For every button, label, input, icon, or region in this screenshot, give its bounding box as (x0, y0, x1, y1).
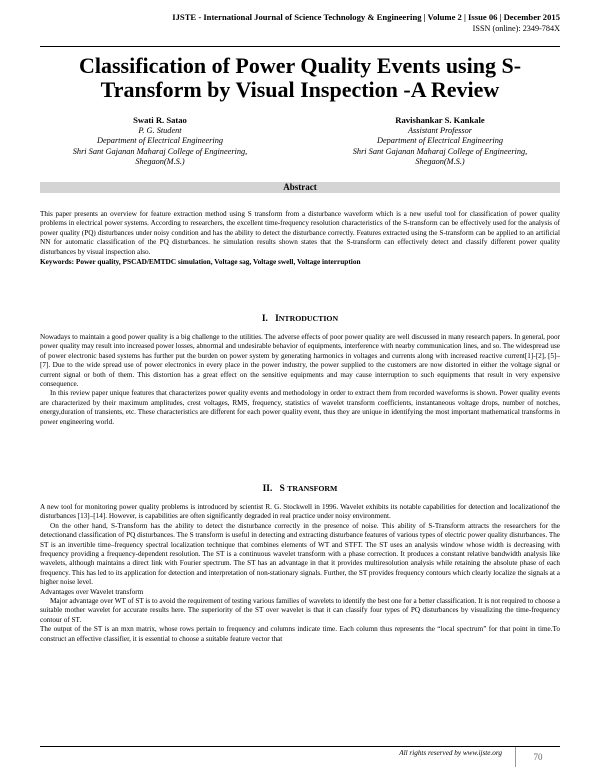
author-city: Shegaon(M.S.) (135, 157, 185, 166)
author-dept: Department of Electrical Engineering (376, 136, 504, 145)
paragraph: A new tool for monitoring power quality problems is introduced by scientist R. G. Stockwell in 1996. Wavelet exhibits its notable capabilities for detection and localizationof the disturbances [13]–[14]. However, is capabilities are often significantly degraded in real practice under noisy environment. (40, 503, 560, 521)
section-heading-introduction (40, 314, 560, 324)
author-college: Shri Sant Gajanan Maharaj College of Engineering, (352, 146, 528, 156)
s-transform-body (40, 503, 560, 644)
paragraph: The output of the ST is an mxn matrix, whose rows pertain to frequency and columns indicate time. Each column thus represents the “local spectrum” for that point in time.To construct an effective classifier, it is essential to choose a suitable feature vector that (40, 625, 560, 643)
section-heading-s-transform (40, 484, 560, 494)
section-title-rest: TRANSFORM (287, 484, 338, 493)
abstract-heading: Abstract (40, 182, 560, 193)
author-name: Ravishankar S. Kankale (395, 115, 485, 125)
paragraph: Major advantage over WT of ST is to avoid the requirement of testing various families of wavelets to identify the best one for a better classification. It is not required to choose a suitable mother wavelet for accurate results here. The superiority of the ST over wavelet is that it can classify four types of PQ disturbances by visualizing the time-frequency contour of ST. (40, 597, 560, 624)
paragraph: On the other hand, S-Transform has the ability to detect the disturbance correctly in the presence of noise. This ability of S-Transform attracts the researchers for the detectionand classification of PQ disturbances. The S transform is useful in detecting and extracting disturbance features of various types of electric power quality disturbances. The ST is an invertible time–frequency spectral localization technique that combines elements of WT and STFT. The ST uses an analysis window whose width is decreasing with frequency providing a frequency-dependent resolution. The ST is a continuous wavelet transform with a phase correction. It produces a constant relative bandwidth analysis like wavelets, although maintains a direct link with Fourier spectrum. The ST has an advantage in that it provides multiresolution analysis while retaining the absolute phase of each frequency. This has led to its application for detection and interpretation of non-stationary signals. Further, the ST provides frequency contours which clearly localize the signals at a higher noise level. (40, 521, 560, 587)
authors-block (40, 115, 560, 175)
author-dept: Department of Electrical Engineering (96, 136, 224, 145)
journal-line: IJSTE - International Journal of Science Technology & Engineering | Volume 2 | Issue 06 | December 2015 (172, 12, 560, 22)
paragraph: Nowadays to maintain a good power quality is a big challenge to the utilities. The adverse effects of poor power quality are well discussed in many research papers. In general, poor power quality may result into increased power losses, abnormal and undesirable behavior of equipments, interference with nearby communication lines, and so. The widespread use of power electronic based systems has further put the burden on power system by generating harmonics in voltages and currents along with increased reactive current[1]-[2], [5]–[7]. Due to the wide spread use of power electronics in every place in the power industry, the power supplied to the customers are now distorted in either the voltage signal or current signal or both of them. This distortion has a great effect on the sensitive equipments and may cause interruption to such equipments that result in very expensive consequence. (40, 333, 560, 389)
introduction-body (40, 333, 560, 427)
author-role: P. G. Student (138, 125, 182, 135)
running-header (40, 10, 560, 47)
page-number: 70 (515, 747, 560, 767)
section-title-initial: I (275, 314, 279, 324)
author-role: Assistant Professor (407, 125, 472, 135)
issn: ISSN (online): 2349-784X (472, 24, 560, 33)
subheading: Advantages over Wavelet transform (40, 587, 144, 596)
author-1 (40, 115, 280, 168)
author-city: Shegaon(M.S.) (415, 157, 465, 166)
author-2 (320, 115, 560, 168)
abstract-text: This paper presents an overview for feature extraction method using S transform from a disturbance waveform which is a new useful tool for classification of power quality problems in electrical power systems. According to researchers, the excellent time-frequency resolution characteristics of the S-transform can be effectively used for the analysis of power quality (PQ) disturbances under noisy condition and has the ability to detect the disturbance correctly. Features extracted using the S-transform can be applied to an artificial NN for automatic classification of the PQ disturbances. he simulation results shown states that the S-transform can effectively detect and classify different power quality disturbances by visual inspection also. (40, 210, 560, 256)
abstract-body (40, 210, 560, 266)
section-title-initial: S (279, 484, 285, 494)
author-name: Swati R. Satao (133, 115, 187, 125)
section-number: II. (262, 484, 273, 494)
author-college: Shri Sant Gajanan Maharaj College of Engineering, (72, 146, 248, 156)
section-title-rest: NTRODUCTION (278, 314, 339, 323)
keywords: Keywords: Power quality, PSCAD/EMTDC simulation, Voltage sag, Voltage swell, Voltage interruption (40, 257, 361, 267)
page-footer (40, 746, 560, 769)
section-number: I. (261, 314, 268, 324)
paper-title: Classification of Power Quality Events using S-Transform by Visual Inspection -A Review (78, 53, 522, 102)
paragraph: In this review paper unique features that characterizes power quality events and methodology in order to extract them from recorded waveforms is shown. Power quality events are characterized by their maximum amplitudes, crest voltages, RMS, frequency, statistics of wavelet transform coefficients, instantaneous voltage drops, number of notches, energy,duration of transients, etc. These characteristics are different for each power quality event, thus they are unique in identifying the most important mathematical transforms in power engineering world. (40, 389, 560, 426)
rights-notice: All rights reserved by www.ijste.org (399, 749, 502, 757)
